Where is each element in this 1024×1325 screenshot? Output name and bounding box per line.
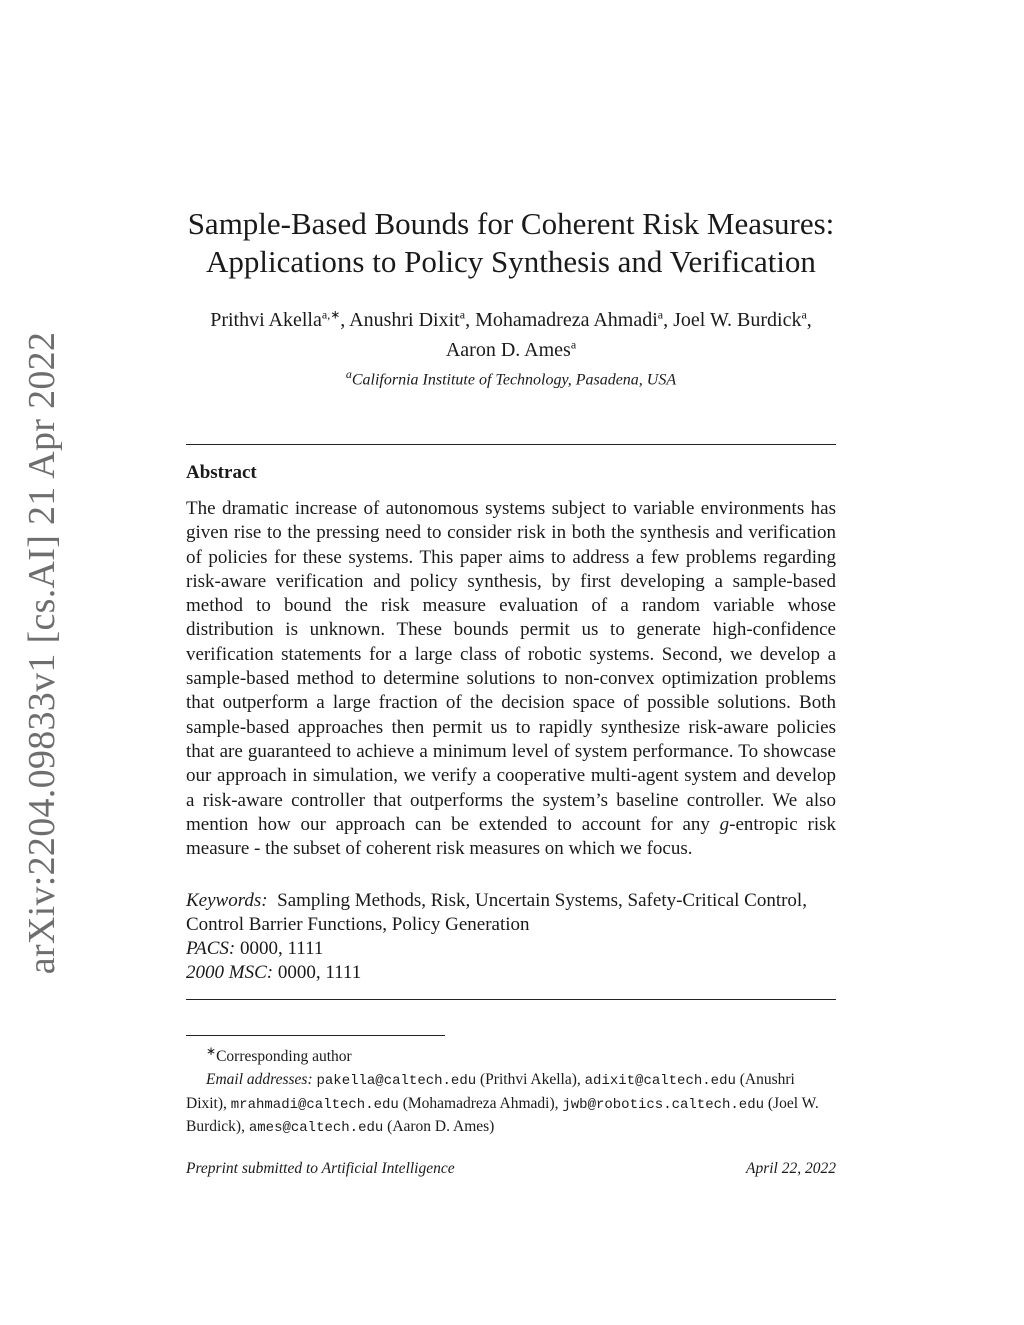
email-link[interactable]: mrahmadi@caltech.edu — [230, 1096, 399, 1113]
title-line-1: Sample-Based Bounds for Coherent Risk Measures: — [187, 206, 835, 241]
affiliation — [186, 367, 836, 389]
author: Mohamadreza Ahmadi$^a$, — [475, 307, 674, 331]
email-link[interactable]: ames@caltech.edu — [248, 1120, 384, 1137]
footer-date: April 22, 2022 — [746, 1160, 836, 1177]
abstract-top-rule — [186, 444, 836, 445]
footnote-rule — [186, 1035, 445, 1036]
paper-title — [186, 205, 836, 281]
email-link[interactable]: jwb@robotics.caltech.edu — [562, 1096, 765, 1113]
email-entry: ames@caltech.edu (Aaron D. Ames) — [248, 1118, 495, 1137]
abstract-bottom-rule — [186, 999, 836, 1000]
corresponding-author-note: ∗Corresponding author — [206, 1044, 352, 1066]
author-list — [186, 302, 836, 363]
pacs-codes: PACS: 0000, 1111 — [186, 938, 324, 959]
page-footer — [186, 1160, 836, 1178]
author: Prithvi Akella$^{a,∗}$, — [210, 307, 350, 331]
abstract-heading: Abstract — [186, 462, 257, 483]
email-entry: mrahmadi@caltech.edu (Mohamadreza Ahmadi), — [230, 1094, 563, 1113]
keywords: Keywords: Sampling Methods, Risk, Uncertain Systems, Safety-Critical Control, Control Barrier Functions, Policy Generation — [186, 890, 807, 935]
email-link[interactable]: adixit@caltech.edu — [584, 1072, 736, 1089]
arxiv-stamp — [17, 331, 67, 975]
author: Joel W. Burdick$^a$, — [673, 307, 812, 331]
title-line-2: Applications to Policy Synthesis and Verification — [206, 244, 816, 279]
author: Aaron D. Ames$^a$ — [445, 337, 577, 362]
email-entry: pakella@caltech.edu (Prithvi Akella), — [316, 1070, 585, 1089]
keywords-block — [186, 889, 836, 985]
abstract-body: The dramatic increase of autonomous systems subject to variable environments has given rise to the pressing need to consider risk in both the synthesis and verification of policies for these systems. This paper aims to address a few problems regarding risk-aware verification and policy synthesis, by first developing a sample-based method to bound the risk measure evaluation of a random variable whose distribution is unknown. These bounds permit us to generate high-confidence verification statements for a large class of robotic systems. Second, we develop a sample-based method to determine solutions to non-convex optimization problems that outperform a large fraction of the decision space of possible solutions. Both sample-based approaches then permit us to rapidly synthesize risk-aware policies that are guaranteed to achieve a minimum level of system performance. To showcase our approach in simulation, we verify a cooperative multi-agent system and develop a risk-aware controller that outperforms the system’s baseline controller. We also mention how our approach can be extended to account for any g-entropic risk measure - the subset of coherent risk measures on which we focus. — [186, 498, 836, 860]
email-addresses: Email addresses: pakella@caltech.edu (Prithvi Akella), adixit@caltech.edu (Anushri Dixit), mrahmadi@caltech.edu (Mohamadreza Ahmadi), jwb@robotics.caltech.edu (Joel W. Burdick), ames@caltech.edu (Aaron D. Ames) — [186, 1070, 819, 1137]
affiliation-marker: a — [345, 367, 352, 381]
email-entry: jwb@robotics.caltech.edu (Joel W. Burdick), — [186, 1094, 819, 1136]
arxiv-stamp-text: arXiv:2204.09833v1 [cs.AI] 21 Apr 2022 — [21, 331, 63, 975]
footnotes — [186, 1040, 836, 1140]
email-link[interactable]: pakella@caltech.edu — [316, 1072, 477, 1089]
email-entry: adixit@caltech.edu (Anushri Dixit), — [186, 1070, 795, 1112]
msc-codes: 2000 MSC: 0000, 1111 — [186, 962, 362, 983]
author: Anushri Dixit$^a$, — [349, 307, 476, 331]
footer-submission: Preprint submitted to Artificial Intelligence — [186, 1160, 455, 1177]
affiliation-text: California Institute of Technology, Pasadena, USA — [351, 371, 677, 389]
